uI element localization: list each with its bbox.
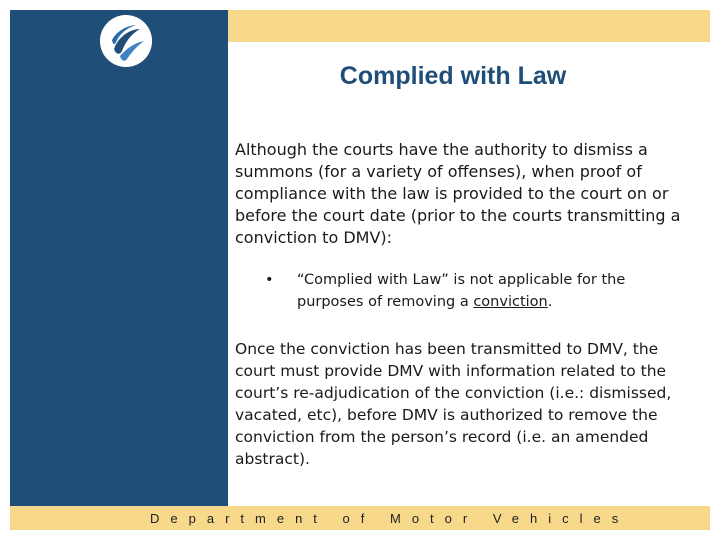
bullet-text-start: “Complied with Law” is not applicable for the purposes of removing a [297,272,626,310]
bullet-item [265,269,685,313]
left-navy-panel [10,10,228,510]
paragraph-2: Once the conviction has been transmitted to DMV, the court must provide DMV with information related to the court’s re-adjudication of the conviction (i.e.: dismissed, vacated, etc), before DMV is authorized to remove the conviction from the person’s record (i.e. an amended abstract). [235,340,672,468]
bullet-text-end: . [547,294,553,310]
dmv-swoosh-logo-icon [100,15,152,67]
paragraph-1: Although the courts have the authority to dismiss a summons (for a variety of offenses), when proof of compliance with the law is provided to the court on or before the court date (prior to the courts transmitting a conviction to DMV): [235,140,681,247]
bullet-text [297,269,685,313]
bullet-marker: • [265,272,274,288]
bullet-underlined-word: conviction [473,294,548,310]
slide-title: Complied with Law [339,62,567,90]
footer-label: Department of Motor Vehicles [150,511,630,526]
